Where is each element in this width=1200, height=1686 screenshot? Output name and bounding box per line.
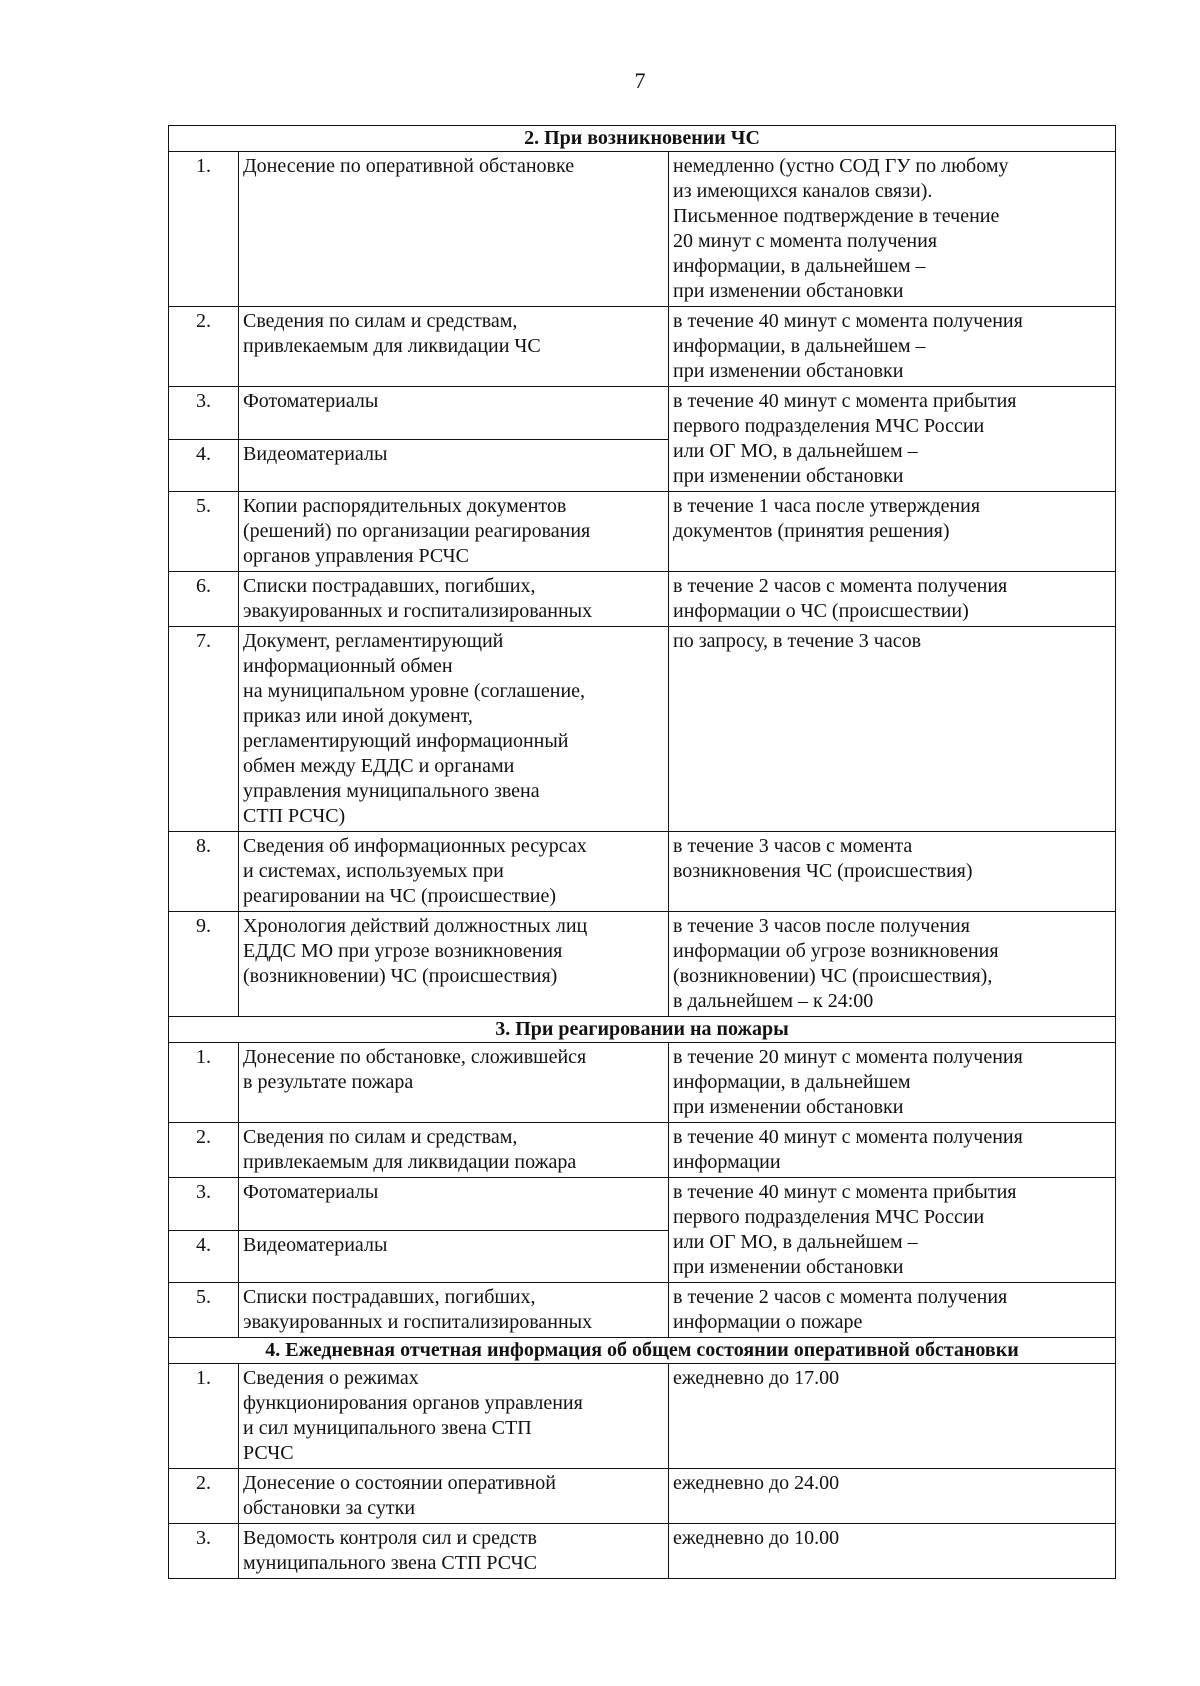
submission-term: в течение 2 часов с момента получения информации о ЧС (происшествии) <box>669 572 1116 627</box>
row-number: 4. <box>169 439 239 492</box>
row-number: 2. <box>169 307 239 387</box>
submission-term: в течение 1 часа после утверждения документов (принятия решения) <box>669 492 1116 572</box>
section-title: 4. Ежедневная отчетная информация об общем состоянии оперативной обстановки <box>169 1338 1116 1364</box>
table-row <box>169 492 1116 572</box>
submission-term: в течение 40 минут с момента прибытия первого подразделения МЧС России или ОГ МО, в дальнейшем – при изменении обстановки <box>669 387 1116 492</box>
row-number: 9. <box>169 912 239 1017</box>
row-number: 4. <box>169 1230 239 1283</box>
submission-term: в течение 40 минут с момента прибытия первого подразделения МЧС России или ОГ МО, в дальнейшем – при изменении обстановки <box>669 1178 1116 1283</box>
row-number: 1. <box>169 152 239 307</box>
section-header-row <box>169 1338 1116 1364</box>
submission-term: в течение 3 часов с момента возникновения ЧС (происшествия) <box>669 832 1116 912</box>
submission-term: немедленно (устно СОД ГУ по любому из имеющихся каналов связи). Письменное подтверждение в течение 20 минут с момента получения информации, в дальнейшем – при изменении обстановки <box>669 152 1116 307</box>
section-header-row <box>169 126 1116 152</box>
submission-term: ежедневно до 24.00 <box>669 1469 1116 1524</box>
document-name: Видеоматериалы <box>239 1230 669 1283</box>
section-header-row <box>169 1017 1116 1043</box>
document-name: Сведения о режимах функционирования органов управления и сил муниципального звена СТП РСЧС <box>239 1364 669 1469</box>
document-name: Ведомость контроля сил и средств муниципального звена СТП РСЧС <box>239 1524 669 1579</box>
row-number: 6. <box>169 572 239 627</box>
document-name: Донесение по обстановке, сложившейся в результате пожара <box>239 1043 669 1123</box>
submission-term: в течение 40 минут с момента получения информации <box>669 1123 1116 1178</box>
submission-term: в течение 40 минут с момента получения информации, в дальнейшем – при изменении обстановки <box>669 307 1116 387</box>
submission-term: в течение 2 часов с момента получения информации о пожаре <box>669 1283 1116 1338</box>
document-name: Фотоматериалы <box>239 1178 669 1231</box>
document-name: Фотоматериалы <box>239 387 669 440</box>
page-number: 7 <box>634 68 646 93</box>
table-row <box>169 1283 1116 1338</box>
document-name: Донесение о состоянии оперативной обстановки за сутки <box>239 1469 669 1524</box>
table-row <box>169 387 1116 440</box>
row-number: 8. <box>169 832 239 912</box>
table-row <box>169 1364 1116 1469</box>
submission-term: по запросу, в течение 3 часов <box>669 627 1116 832</box>
table-row <box>169 1469 1116 1524</box>
table-row <box>169 572 1116 627</box>
document-name: Списки пострадавших, погибших, эвакуированных и госпитализированных <box>239 1283 669 1338</box>
submission-term: ежедневно до 10.00 <box>669 1524 1116 1579</box>
document-name: Копии распорядительных документов (решений) по организации реагирования органов управления РСЧС <box>239 492 669 572</box>
table-row <box>169 1524 1116 1579</box>
table-row <box>169 832 1116 912</box>
document-name: Списки пострадавших, погибших, эвакуированных и госпитализированных <box>239 572 669 627</box>
reporting-table <box>168 125 1116 1579</box>
document-name: Хронология действий должностных лиц ЕДДС МО при угрозе возникновения (возникновении) ЧС (происшествия) <box>239 912 669 1017</box>
document-name: Сведения об информационных ресурсах и системах, используемых при реагировании на ЧС (происшествие) <box>239 832 669 912</box>
table-row <box>169 1123 1116 1178</box>
document-name: Донесение по оперативной обстановке <box>239 152 669 307</box>
row-number: 2. <box>169 1469 239 1524</box>
table-row <box>169 307 1116 387</box>
table-row <box>169 152 1116 307</box>
section-title: 3. При реагировании на пожары <box>169 1017 1116 1043</box>
submission-term: в течение 3 часов после получения информации об угрозе возникновения (возникновении) ЧС (происшествия), в дальнейшем – к 24:00 <box>669 912 1116 1017</box>
row-number: 1. <box>169 1364 239 1469</box>
table-row <box>169 627 1116 832</box>
table-row <box>169 1043 1116 1123</box>
document-name: Документ, регламентирующий информационный обмен на муниципальном уровне (соглашение, приказ или иной документ, регламентирующий информационный обмен между ЕДДС и органами управления муниципального звена СТП РСЧС) <box>239 627 669 832</box>
document-name: Сведения по силам и средствам, привлекаемым для ликвидации пожара <box>239 1123 669 1178</box>
row-number: 3. <box>169 1178 239 1231</box>
document-name: Видеоматериалы <box>239 439 669 492</box>
row-number: 2. <box>169 1123 239 1178</box>
row-number: 1. <box>169 1043 239 1123</box>
row-number: 5. <box>169 1283 239 1338</box>
row-number: 3. <box>169 387 239 440</box>
row-number: 7. <box>169 627 239 832</box>
document-name: Сведения по силам и средствам, привлекаемым для ликвидации ЧС <box>239 307 669 387</box>
row-number: 5. <box>169 492 239 572</box>
section-title: 2. При возникновении ЧС <box>169 126 1116 152</box>
table-row <box>169 1178 1116 1231</box>
table-row <box>169 912 1116 1017</box>
submission-term: в течение 20 минут с момента получения информации, в дальнейшем при изменении обстановки <box>669 1043 1116 1123</box>
row-number: 3. <box>169 1524 239 1579</box>
submission-term: ежедневно до 17.00 <box>669 1364 1116 1469</box>
